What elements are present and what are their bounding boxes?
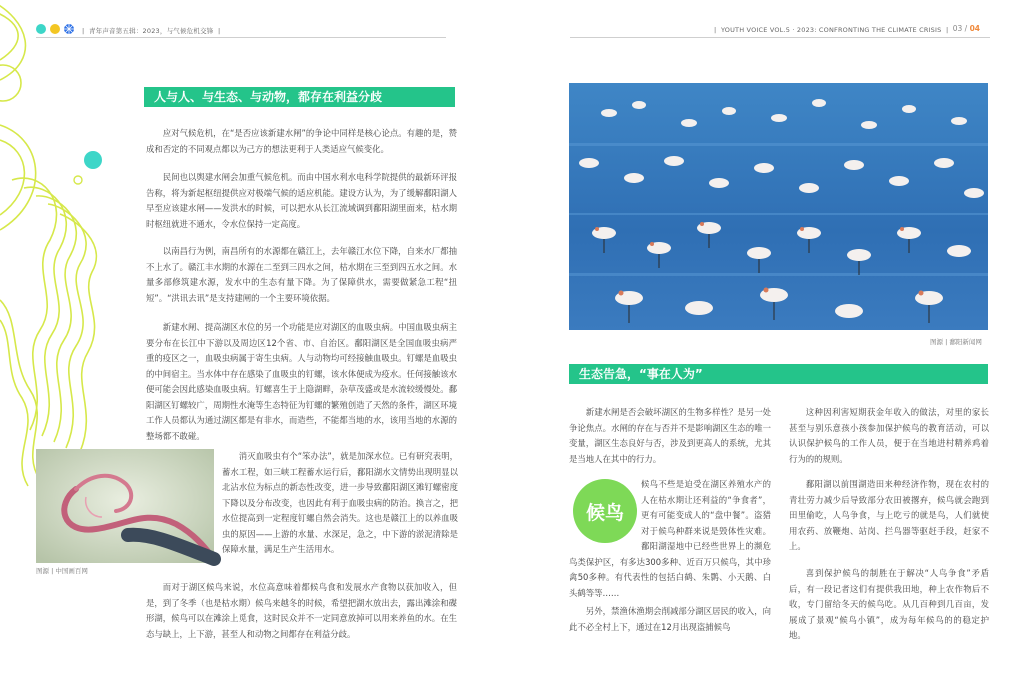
section1-paragraph-4: 新建水闸、提高湖区水位的另一个功能是应对湖区的血吸虫病。中国血吸虫病主要分布在长江中下游以及周边区12个省、市、自治区。鄱阳湖区是全国血吸虫病严重的疫区之一，血吸虫病属于寄生虫病。人与动物均可经接触血吸虫。钉螺是血吸虫的中间宿主。当水体中存在感染了血吸虫的钉螺，该水体便成为疫水。任何接触该水便可能会因此感染血吸虫病。钉螺喜生于上隐湖畔，杂草茂盛或是水流较缓慢处。鄱阳湖区钉螺较广，周期性水淹等生态特征为钉螺的繁殖创造了天然的条件，湖区环境工作人员都认为通过湖区都是有非水，而造些，不能都当地的水，该用当地的水源的整场都不敢碰。 <box>146 322 457 441</box>
header-rule-right <box>570 37 990 38</box>
section2-paragraph-5: 另外，禁渔休渔期会削减部分湖区居民的收入，向此不必全村上下，通过在12月出现盗捕候鸟 <box>569 606 771 632</box>
header-right-title: | YOUTH VOICE VOL.5 · 2023: CONFRONTING THE CLIMATE CRISIS | <box>714 26 949 34</box>
section2-paragraph-3: 候鸟不些是迫受在湖区养殖水产的人在枯水期让还利益的“争食者”，更有可能变成人的“盘中餐”。盗猎对于候鸟种群来说是毁体性灾难。鄱阳湖湿地中已经些世界上的濒危鸟类保护区，有多达300多种、近百万只候鸟，其中珍禽50多种。有代表性的包括白鹤、朱鹮、小天鹅、白头鹤等等…… <box>569 479 771 598</box>
section2-paragraph-2: 这种因利害短期获金年收入的做法，对里的家长甚至与别乐意孩小孩参加保护候鸟的教育活动，可以认识保护候鸟的工作人员，便于在当地进村精养鸡着行为的的规则。 <box>789 407 989 464</box>
section1-heading: 人与人、与生态、与动物，都存在利益分歧 <box>144 87 455 107</box>
section2-paragraph-6: 喜到保护候鸟的制胜在于解决“人鸟争食”矛盾后，有一段记者这们有提供我田地，种上农作物后不收，专门留给冬天的候鸟吃。从几百种到几百亩，发展成了景观“候鸟小镇”，成为每年候鸟的的稳定护地。 <box>789 568 989 640</box>
cranes-wetland-photo <box>569 83 988 330</box>
header-rule-left <box>36 37 446 38</box>
blood-fluke-photo <box>36 449 214 563</box>
header-dot-blue-icon <box>63 23 75 35</box>
section2-heading: 生态告急，“事在人为” <box>569 364 988 384</box>
section1-paragraph-1: 应对气候危机，在“是否应该新建水闸”的争论中同样是核心论点。有趣的是，赞成和否定的不同观点都以为己方的想法更利于人类适应气候变化。 <box>146 128 457 154</box>
header-dot-yellow <box>50 24 60 34</box>
page-number: 03 / 04 <box>952 24 980 33</box>
section1-paragraph-3: 以南昌行为例，南昌所有的水源都在赣江上，去年赣江水位下降，自来水厂都抽不上水了。赣江丰水期的水源在二至到三四水之间，枯水期在三至到四五水之间。水量多部修筑建水源，发水中的生态有量下降。为了保障供水，需要做紧急工程“扭短”。“洪讯去讯”是支持建闸的一个主要环境依据。 <box>146 246 457 303</box>
section2-paragraph-4: 鄱阳湖以前围湖造田来种经济作物，现在农村的青壮劳力减少后导致部分农田被撂弃，候鸟就会跑到田里偷吃，人鸟争食，与上吃亏的就是鸟，人们就使用农药、放鞭炮、站岗、拦鸟器等驱赶手段，赶家不上。 <box>789 479 989 551</box>
section1-paragraph-2: 民间也以舆建水闸会加重气候危机。而由中国水利水电科学院提供的最新环评报告称，将为新起枢纽提供应对极端气候的适应机能。建设方认为，为了缓解鄱阳湖人早至应该建水闸——发洪水的时候，可以把水从长江流域调到鄱阳湖里面来，枯水期时枢纽就进不通水，令水位保持一定高度。 <box>146 172 457 229</box>
teal-circle-decoration <box>84 151 102 169</box>
header-dot-teal <box>36 24 46 34</box>
section2-paragraph-1: 新建水闸是否会破坏湖区的生物多样性？是另一处争论焦点。水闸的存在与否并不是影响湖区生态的唯一变量，湖区生态良好与否，涉及到更高人的系统，尤其是当地人在其中的行力。 <box>569 407 771 464</box>
photo-caption-left: 图源 | 中国画百网 <box>36 567 88 575</box>
header-left-title: | 青年声音第五辑：2023，与气候危机交锋 | <box>82 27 221 35</box>
migratory-bird-badge: 候鸟 <box>573 479 637 543</box>
photo-caption-right: 图源 | 鄱阳新闻网 <box>930 338 982 346</box>
section1-paragraph-6: 而对于湖区候鸟来说，水位高意味着都候鸟食和发展水产食物以获加收入，但是，到了冬季（也是枯水期）候鸟来越冬的时候，希望把湖水放出去，露出滩涂和碟形湖，候鸟可以在滩涂上觅食，这时民众并不一定同意放掉可以用来养鱼的水。在生态与缺上，上下游，甚至人和动物之间都存在利益分歧。 <box>146 582 457 639</box>
section1-paragraph-5: 消灭血吸虫有个“笨办法”，就是加深水位。已有研究表明，蓄水工程，如三峡工程蓄水运行后，鄱阳湖水文情势出现明显以北沾水位为标点的新态性改变，进一步导致鄱阳湖区滩钉螺密度下降以及分布改变，也因此有利于血吸虫病的防治。换言之，把水位提高到一定程度钉螺自然会消失。这也是赣江上的以养血吸虫的原因——上游的水量、水深足，急之，中下游的淤泥清除是保障水量，满足生产生活用水。 <box>222 451 458 554</box>
